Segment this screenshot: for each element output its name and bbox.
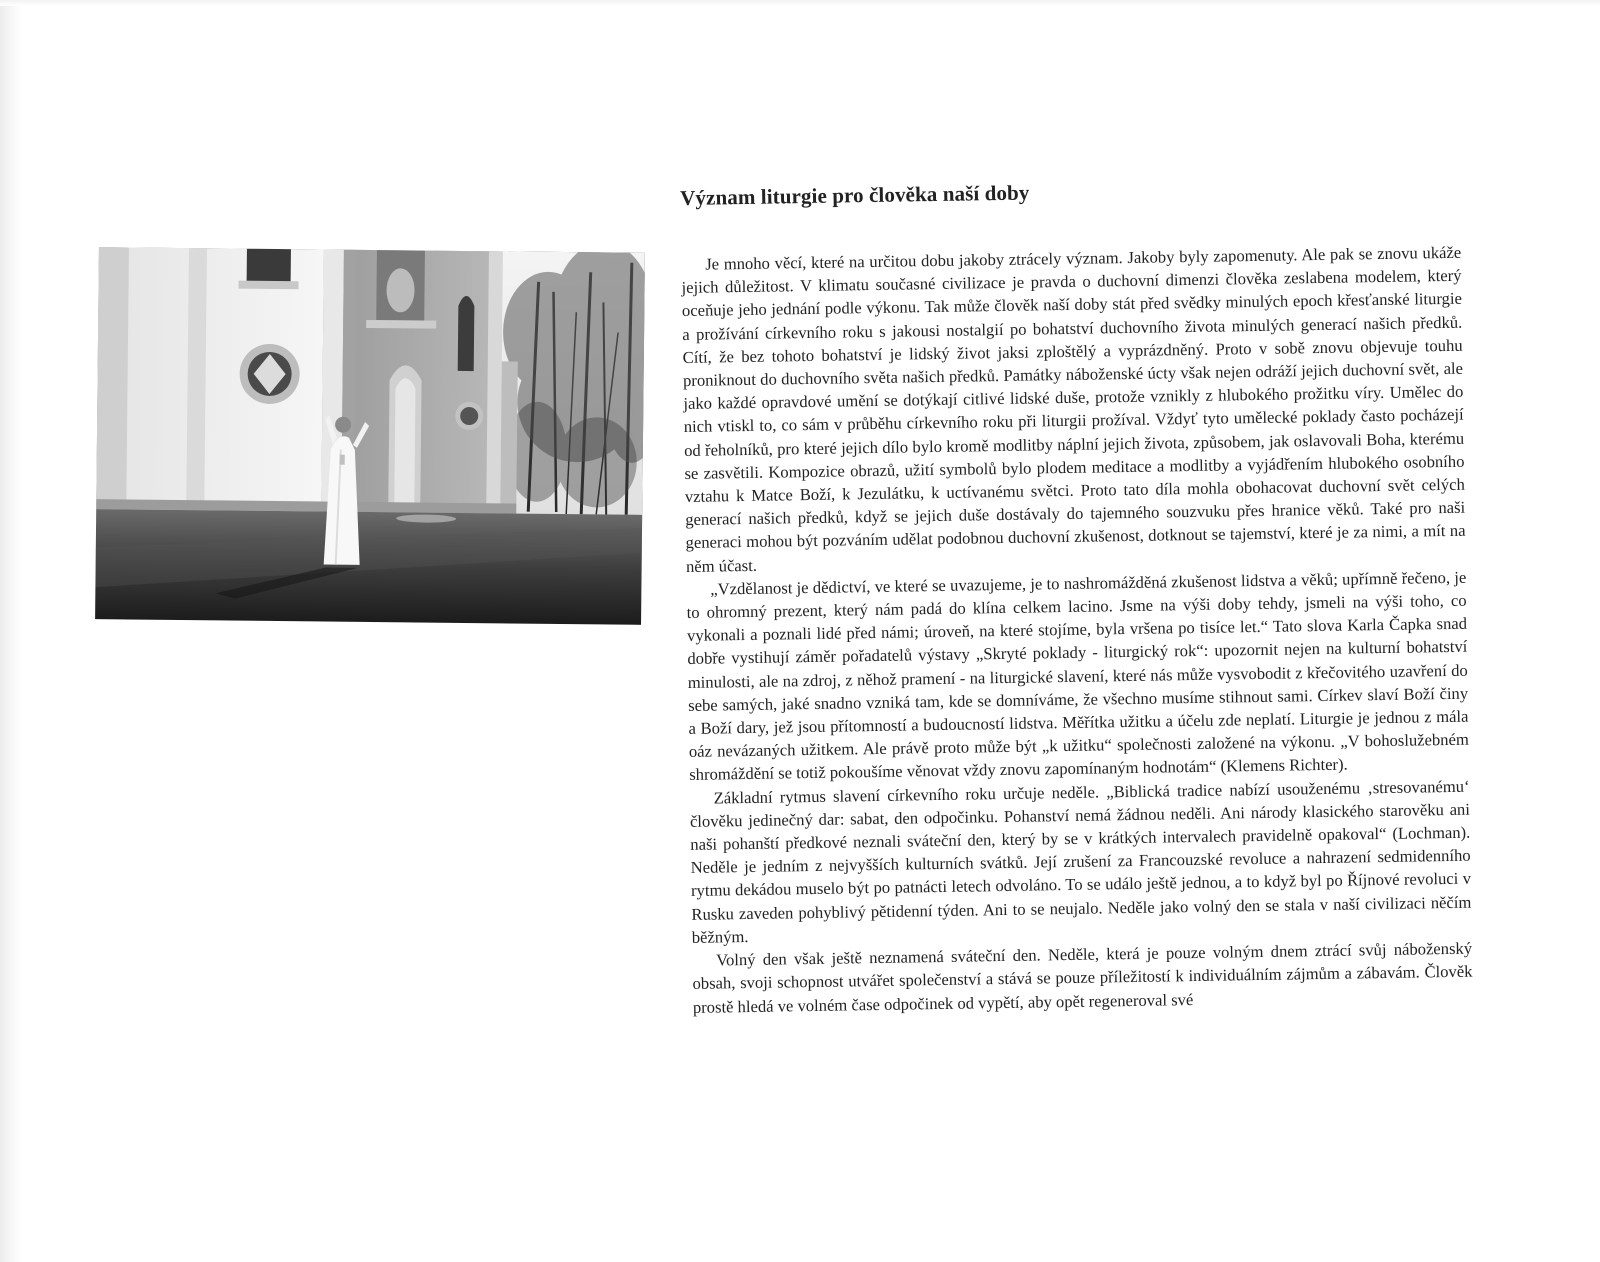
paragraph-1: Je mnoho věcí, které na určitou dobu jakoby ztrácely význam. Jakoby byly zapomenuty. Ale pak se znovu ukáže jejich důležitost. V klimatu současné civilizace je pravda o duchovní dimenzi člověka zeslabena modelem, který oceňuje jeho jednání podle výkonu. Tak může člověk naší doby stát před svědky minulých epoch křesťanské liturgie a prožívání církevního roku s jakousi nostalgií po bohatství duchovního života minulých generací našich předků. Cítí, že bez tohoto bohatství je lidský život jaksi zploštělý a vyprázdněný. Proto v sobě znovu objevuje touhu proniknout do duchovního světa našich předků. Památky náboženské úcty však nejen odráží jejich duchovní svět, ale jako každé opravdové umění se dotýkají citlivé lidské duše, protože vznikly z hlubokého prožitku víry. Umělec do nich vtiskl to, co sám v průběhu církevního roku při liturgii prožíval. Vždyť tyto umělecké poklady často pocházejí od řeholníků, pro které jejich dílo bylo kromě modlitby náplní jejich života, způsobem, jak oslavovali Boha, kterému se zasvětili. Kompozice obrazů, užití symbolů bylo plodem meditace a modlitby a vyjádřením hlubokého osobního vztahu k Matce Boží, k Jezulátku, k uctívanému světci. Proto tato díla mohla obohacovat duchovní svět celých generací našich předků, když se jejich duše dostávaly do tajemného souzvuku přes hranice věků. Také pro naši generaci mohou být pozváním udělat podobnou duchovní zkušenost, dotknout se tajemství, které je za nimi, a mít na něm účast. xyxy=(681,242,1466,576)
page-top-edge xyxy=(0,0,1600,6)
article-body xyxy=(681,241,1473,1019)
church-photo xyxy=(95,247,645,625)
page-edge xyxy=(0,0,22,1262)
article xyxy=(680,174,1473,1019)
paragraph-2: „Vzdělanost je dědictví, ve které se uvazujeme, je to nashromážděná zkušenost lidstva a věků; upřímně řečeno, je to ohromný prezent, který nám padá do klína celkem lacino. Jsme na výši doby tehdy, jsmeli na výši toho, co vykonali a poznali lidé před námi; úroveň, na které stojíme, byla vršena po tisíce let.“ Tato slova Karla Čapka snad dobře vystihují záměr pořadatelů výstavy „Skryté poklady - liturgický rok“: upozornit nejen na kulturní bohatství minulosti, ale na zdroj, z něhož pramení - na liturgické slavení, které nás může vysvobodit z křečovitého uzavření do sebe samých, jaké snadno vzniká tam, kde se domníváme, že všechno musíme stihnout sami. Církev slaví Boží činy a Boží dary, jež jsou přítomností a budoucností lidstva. Měřítka užitku a účelu zde neplatí. Liturgie je jednou z mála oáz nevázaných užitkem. Ale právě proto může být „k užitku“ společnosti založené na výkonu. „V bohoslužebném shromáždění se totiž pokoušíme věnovat vždy znovu zapomínaným hodnotám“ (Klemens Richter). xyxy=(686,567,1469,785)
paragraph-3: Základní rytmus slavení církevního roku určuje neděle. „Biblická tradice nabízí usouženému ‚stresovanému‘ člověku jedinečný dar: sabat, den odpočinku. Pohanství nemá žádnou neděli. Ani národy klasického starověku ani naši pohanští předkové neznali sváteční den, který by se v krátkých intervalech pravidelně opakoval“ (Lochman). Neděle je jedním z nejvyšších kulturních svátků. Její zrušení za Francouzské revoluce a nahrazení sedmidenního rytmu dekádou muselo být po patnácti letech odvoláno. To se událo ještě jednou, a to když byl po Říjnové revoluci v Rusku zaveden pohyblivý pětidenní týden. Ani to se neujalo. Neděle jako volný den se stala v naší civilizaci něčím běžným. xyxy=(689,776,1472,947)
paragraph-4: Volný den však ještě neznamená sváteční den. Neděle, která je pouze volným dnem ztrácí svůj náboženský obsah, svoji schopnost utvářet společenství a stává se pouze příležitostí k individuálním zájmům a zábavám. Člověk prostě hledá ve volném čase odpočinek od vypětí, aby opět regeneroval své xyxy=(692,938,1473,1017)
article-title: Význam liturgie pro člověka naší doby xyxy=(680,180,1030,210)
